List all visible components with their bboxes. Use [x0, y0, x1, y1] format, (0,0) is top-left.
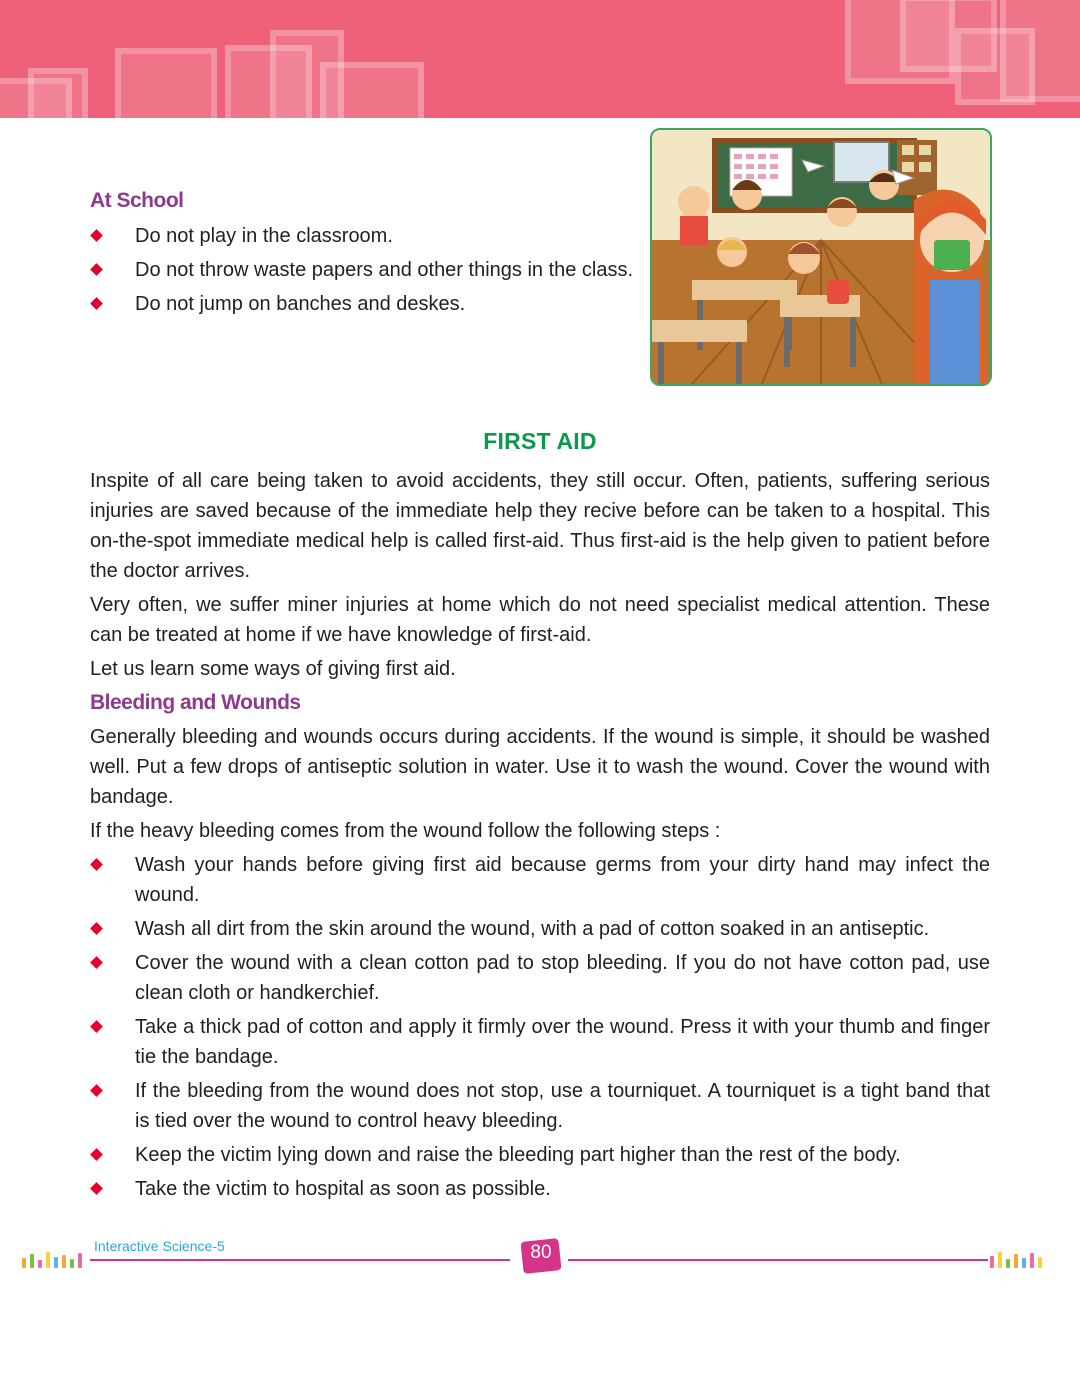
header-decor-square	[1000, 0, 1080, 102]
diamond-bullet-icon	[90, 1020, 103, 1033]
list-item: Take a thick pad of cotton and apply it firmly over the wound. Press it with your thumb and finger tie the bandage.	[90, 1012, 990, 1072]
header-decor-square	[28, 68, 88, 118]
diamond-bullet-icon	[90, 297, 103, 310]
diamond-bullet-icon	[90, 922, 103, 935]
footer-rule-left	[90, 1259, 510, 1261]
bleeding-steps-list	[90, 850, 990, 1208]
diamond-bullet-icon	[90, 1084, 103, 1097]
footer-decor-left	[22, 1252, 86, 1272]
page-header-band	[0, 0, 1080, 118]
page-number: 80	[530, 1242, 552, 1263]
at-school-heading: At School	[90, 189, 184, 212]
diamond-bullet-icon	[90, 263, 103, 276]
first-aid-title: FIRST AID	[483, 428, 597, 454]
bleeding-wounds-heading: Bleeding and Wounds	[90, 691, 301, 714]
at-school-list	[90, 221, 638, 323]
list-item: Cover the wound with a clean cotton pad to stop bleeding. If you do not have cotton pad, use clean cloth or handkerchief.	[90, 948, 990, 1008]
list-item: Do not play in the classroom.	[90, 221, 638, 251]
first-aid-paragraph-2: Very often, we suffer miner injuries at home which do not need specialist medical attention. These can be treated at home if we have knowledge of first-aid.	[90, 594, 990, 646]
list-item: Do not throw waste papers and other things in the class.	[90, 255, 638, 285]
list-item: If the bleeding from the wound does not stop, use a tourniquet. A tourniquet is a tight band that is tied over the wound to control heavy bleeding.	[90, 1076, 990, 1136]
classroom-illustration	[650, 128, 992, 386]
list-item: Wash your hands before giving first aid because germs from your dirty hand may infect the wound.	[90, 850, 990, 910]
list-item: Keep the victim lying down and raise the bleeding part higher than the rest of the body.	[90, 1140, 990, 1170]
first-aid-paragraph-3: Let us learn some ways of giving first aid.	[90, 658, 456, 680]
header-decor-square	[320, 62, 424, 118]
list-item: Do not jump on banches and deskes.	[90, 289, 638, 319]
list-item: Take the victim to hospital as soon as possible.	[90, 1174, 990, 1204]
list-item: Wash all dirt from the skin around the wound, with a pad of cotton soaked in an antiseptic.	[90, 914, 990, 944]
diamond-bullet-icon	[90, 858, 103, 871]
bleeding-paragraph-1: Generally bleeding and wounds occurs during accidents. If the wound is simple, it should be washed well. Put a few drops of antiseptic solution in water. Use it to wash the wound. Cover the wound with bandage.	[90, 726, 990, 808]
diamond-bullet-icon	[90, 229, 103, 242]
header-decor-square	[115, 48, 217, 118]
footer-decor-right	[990, 1252, 1046, 1272]
footer-book-title: Interactive Science-5	[94, 1238, 225, 1254]
diamond-bullet-icon	[90, 956, 103, 969]
footer-rule-right	[568, 1259, 988, 1261]
diamond-bullet-icon	[90, 1148, 103, 1161]
first-aid-paragraph-1: Inspite of all care being taken to avoid accidents, they still occur. Often, patients, suffering serious injuries are saved because of the immediate help they recive before can be taken to a hospital. This on-the-spot immediate medical help is called first-aid. Thus first-aid is the help given to patient before the doctor arrives.	[90, 470, 990, 582]
bleeding-paragraph-2: If the heavy bleeding comes from the wound follow the following steps :	[90, 820, 721, 842]
classroom-illustration-svg	[652, 130, 990, 384]
diamond-bullet-icon	[90, 1182, 103, 1195]
